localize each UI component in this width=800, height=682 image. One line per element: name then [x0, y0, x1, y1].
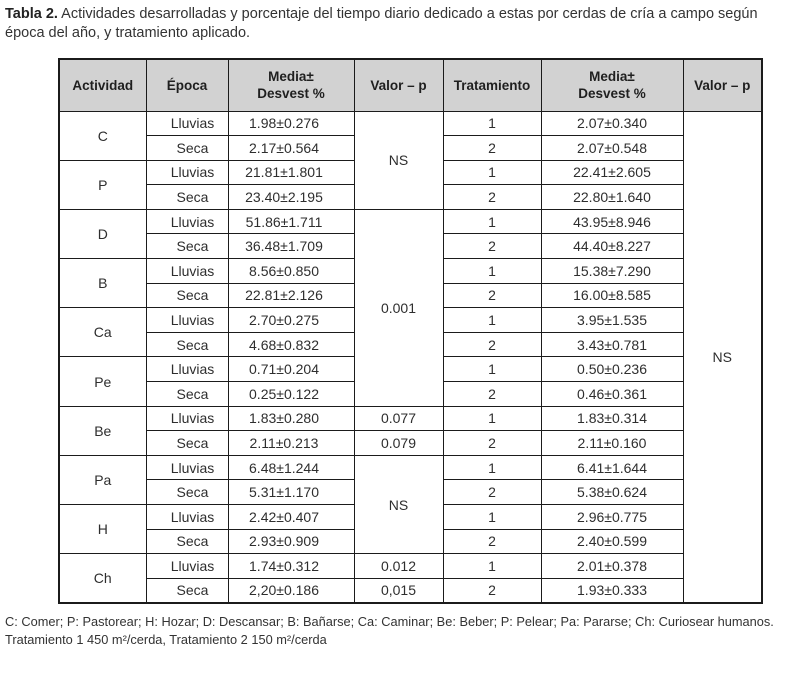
- tratamiento-cell: 2: [443, 578, 541, 603]
- media-tratamiento-cell: 43.95±8.946: [541, 209, 683, 234]
- media-epoca-cell: 2,20±0.186: [228, 578, 354, 603]
- header-epoca: Época: [146, 59, 228, 111]
- media-epoca-cell: 1.74±0.312: [228, 554, 354, 579]
- header-tratamiento: Tratamiento: [443, 59, 541, 111]
- media-epoca-cell: 4.68±0.832: [228, 332, 354, 357]
- media-epoca-cell: 2.93±0.909: [228, 529, 354, 554]
- pvalue-epoca-cell: 0.001: [354, 209, 443, 406]
- tratamiento-cell: 2: [443, 136, 541, 161]
- tratamiento-cell: 1: [443, 308, 541, 333]
- activities-table: [58, 58, 763, 604]
- tratamiento-cell: 1: [443, 406, 541, 431]
- media-epoca-cell: 0.25±0.122: [228, 382, 354, 407]
- media-epoca-cell: 21.81±1.801: [228, 160, 354, 185]
- epoca-cell: Seca: [146, 185, 228, 210]
- table-row: [59, 578, 762, 603]
- header-media-line1: Media±: [268, 69, 314, 85]
- tratamiento-cell: 2: [443, 234, 541, 259]
- table-row: [59, 111, 762, 136]
- media-tratamiento-cell: 22.80±1.640: [541, 185, 683, 210]
- media-tratamiento-cell: 2.11±0.160: [541, 431, 683, 456]
- table-row: [59, 431, 762, 456]
- header-media-line2: Desvest %: [257, 86, 325, 102]
- media-tratamiento-cell: 44.40±8.227: [541, 234, 683, 259]
- media-tratamiento-cell: 2.01±0.378: [541, 554, 683, 579]
- header-media-line2: Desvest %: [578, 86, 646, 102]
- table-caption-text: Actividades desarrolladas y porcentaje del tiempo diario dedicado a estas por cerdas de cría a campo según época del año, y tratamiento aplicado.: [5, 6, 758, 41]
- table-caption: [0, 0, 797, 43]
- media-tratamiento-cell: 15.38±7.290: [541, 259, 683, 284]
- table-container: [58, 58, 800, 604]
- media-tratamiento-cell: 2.40±0.599: [541, 529, 683, 554]
- header-media-epoca: [228, 59, 354, 111]
- table-row: [59, 554, 762, 579]
- pvalue-epoca-cell: NS: [354, 111, 443, 209]
- epoca-cell: Lluvias: [146, 308, 228, 333]
- epoca-cell: Seca: [146, 382, 228, 407]
- media-epoca-cell: 51.86±1.711: [228, 209, 354, 234]
- epoca-cell: Lluvias: [146, 554, 228, 579]
- tratamiento-cell: 2: [443, 480, 541, 505]
- table-caption-label: Tabla 2.: [5, 6, 58, 22]
- tratamiento-cell: 1: [443, 505, 541, 530]
- activity-cell: Pa: [59, 455, 146, 504]
- media-tratamiento-cell: 2.07±0.548: [541, 136, 683, 161]
- media-tratamiento-cell: 16.00±8.585: [541, 283, 683, 308]
- epoca-cell: Seca: [146, 431, 228, 456]
- media-epoca-cell: 2.11±0.213: [228, 431, 354, 456]
- media-tratamiento-cell: 22.41±2.605: [541, 160, 683, 185]
- media-tratamiento-cell: 5.38±0.624: [541, 480, 683, 505]
- epoca-cell: Seca: [146, 480, 228, 505]
- table-row: [59, 209, 762, 234]
- media-epoca-cell: 36.48±1.709: [228, 234, 354, 259]
- media-tratamiento-cell: 3.43±0.781: [541, 332, 683, 357]
- media-epoca-cell: 1.98±0.276: [228, 111, 354, 136]
- epoca-cell: Lluvias: [146, 455, 228, 480]
- activity-cell: H: [59, 505, 146, 554]
- tratamiento-cell: 1: [443, 111, 541, 136]
- media-epoca-cell: 8.56±0.850: [228, 259, 354, 284]
- epoca-cell: Lluvias: [146, 505, 228, 530]
- pvalue-epoca-cell: NS: [354, 455, 443, 553]
- media-epoca-cell: 2.17±0.564: [228, 136, 354, 161]
- activity-cell: B: [59, 259, 146, 308]
- tratamiento-cell: 2: [443, 283, 541, 308]
- media-tratamiento-cell: 1.83±0.314: [541, 406, 683, 431]
- header-valor-p-tratamiento: Valor – p: [683, 59, 762, 111]
- header-actividad: Actividad: [59, 59, 146, 111]
- activity-cell: P: [59, 160, 146, 209]
- tratamiento-cell: 1: [443, 160, 541, 185]
- media-epoca-cell: 0.71±0.204: [228, 357, 354, 382]
- activity-cell: Be: [59, 406, 146, 455]
- header-valor-p-epoca: Valor – p: [354, 59, 443, 111]
- media-epoca-cell: 2.42±0.407: [228, 505, 354, 530]
- media-tratamiento-cell: 0.50±0.236: [541, 357, 683, 382]
- epoca-cell: Lluvias: [146, 111, 228, 136]
- footnote-treatments: Tratamiento 1 450 m²/cerda, Tratamiento 2 150 m²/cerda: [5, 631, 327, 647]
- pvalue-tratamiento-cell: NS: [683, 111, 762, 603]
- tratamiento-cell: 2: [443, 332, 541, 357]
- tratamiento-cell: 2: [443, 529, 541, 554]
- activity-cell: D: [59, 209, 146, 258]
- media-tratamiento-cell: 2.07±0.340: [541, 111, 683, 136]
- tratamiento-cell: 1: [443, 554, 541, 579]
- header-media-tratamiento: [541, 59, 683, 111]
- table-footnotes: [5, 613, 795, 649]
- epoca-cell: Seca: [146, 234, 228, 259]
- epoca-cell: Lluvias: [146, 406, 228, 431]
- media-tratamiento-cell: 3.95±1.535: [541, 308, 683, 333]
- epoca-cell: Lluvias: [146, 160, 228, 185]
- pvalue-epoca-cell: 0.077: [354, 406, 443, 431]
- epoca-cell: Lluvias: [146, 259, 228, 284]
- media-epoca-cell: 22.81±2.126: [228, 283, 354, 308]
- header-media-line1: Media±: [589, 69, 635, 85]
- media-tratamiento-cell: 0.46±0.361: [541, 382, 683, 407]
- pvalue-epoca-cell: 0,015: [354, 578, 443, 603]
- media-tratamiento-cell: 2.96±0.775: [541, 505, 683, 530]
- epoca-cell: Seca: [146, 332, 228, 357]
- media-epoca-cell: 2.70±0.275: [228, 308, 354, 333]
- tratamiento-cell: 1: [443, 357, 541, 382]
- media-epoca-cell: 23.40±2.195: [228, 185, 354, 210]
- epoca-cell: Seca: [146, 136, 228, 161]
- media-epoca-cell: 1.83±0.280: [228, 406, 354, 431]
- tratamiento-cell: 1: [443, 209, 541, 234]
- epoca-cell: Seca: [146, 529, 228, 554]
- epoca-cell: Lluvias: [146, 209, 228, 234]
- activity-cell: C: [59, 111, 146, 160]
- table-row: [59, 455, 762, 480]
- media-tratamiento-cell: 1.93±0.333: [541, 578, 683, 603]
- tratamiento-cell: 2: [443, 185, 541, 210]
- header-row: [59, 59, 762, 111]
- activity-cell: Pe: [59, 357, 146, 406]
- pvalue-epoca-cell: 0.079: [354, 431, 443, 456]
- footnote-abbreviations: C: Comer; P: Pastorear; H: Hozar; D: Descansar; B: Bañarse; Ca: Caminar; Be: Beber; P: Pelear; Pa: Pararse; Ch: Curiosear humanos.: [5, 613, 774, 629]
- epoca-cell: Lluvias: [146, 357, 228, 382]
- epoca-cell: Seca: [146, 283, 228, 308]
- activity-cell: Ca: [59, 308, 146, 357]
- epoca-cell: Seca: [146, 578, 228, 603]
- tratamiento-cell: 1: [443, 455, 541, 480]
- activity-cell: Ch: [59, 554, 146, 603]
- tratamiento-cell: 2: [443, 382, 541, 407]
- media-tratamiento-cell: 6.41±1.644: [541, 455, 683, 480]
- media-epoca-cell: 6.48±1.244: [228, 455, 354, 480]
- media-epoca-cell: 5.31±1.170: [228, 480, 354, 505]
- table-row: [59, 406, 762, 431]
- tratamiento-cell: 1: [443, 259, 541, 284]
- pvalue-epoca-cell: 0.012: [354, 554, 443, 579]
- tratamiento-cell: 2: [443, 431, 541, 456]
